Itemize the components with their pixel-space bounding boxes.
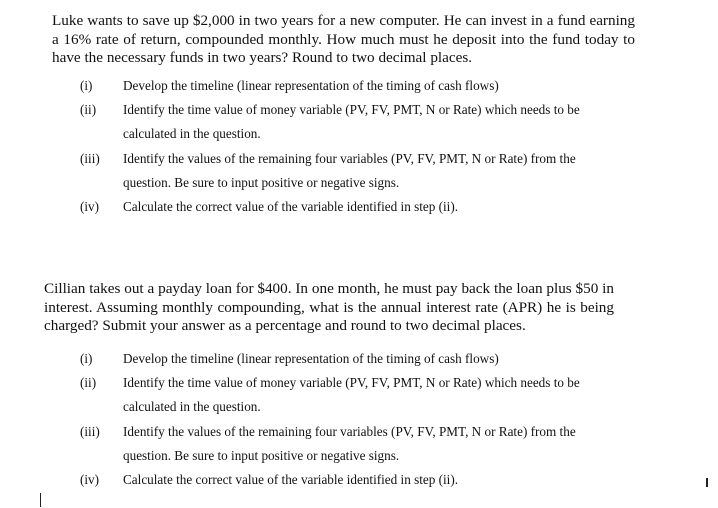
problem-1-steps [80, 74, 600, 219]
problem-2 [44, 280, 614, 336]
step-number: (iv) [80, 472, 100, 488]
step-text: Develop the timeline (linear representation of the timing of cash flows) [123, 78, 499, 93]
step-item [80, 147, 600, 195]
step-item [80, 74, 600, 98]
problem-2-steps [80, 347, 600, 492]
step-number: (ii) [80, 375, 97, 391]
step-item [80, 98, 600, 146]
step-text: Identify the time value of money variable (PV, FV, PMT, N or Rate) which needs to be calculated in the question. [123, 102, 580, 142]
step-text: Calculate the correct value of the variable identified in step (ii). [123, 199, 459, 215]
step-item [80, 420, 600, 468]
step-number: (i) [80, 78, 93, 93]
scroll-mark [706, 478, 708, 487]
step-text: Calculate the correct value of the variable identified in step (ii). [123, 472, 459, 488]
step-item [80, 195, 600, 219]
step-number: (iii) [80, 423, 100, 439]
problem-2-statement: Cillian takes out a payday loan for $400. In one month, he must pay back the loan plus $50 in interest. Assuming monthly compounding, what is the annual interest rate (APR) he is being charged? Submit your answer as a percentage and round to two decimal places. [44, 280, 614, 334]
step-text: Identify the values of the remaining four variables (PV, FV, PMT, N or Rate) from the question. Be sure to input positive or negative signs. [123, 423, 576, 463]
step-number: (ii) [80, 102, 97, 118]
text-cursor-mark [40, 493, 41, 507]
step-number: (iv) [80, 199, 100, 215]
step-item [80, 371, 600, 419]
step-item [80, 347, 600, 371]
step-text: Develop the timeline (linear representation of the timing of cash flows) [123, 351, 499, 366]
problem-1-statement: Luke wants to save up $2,000 in two years for a new computer. He can invest in a fund earning a 16% rate of return, compounded monthly. How much must he deposit into the fund today to have the necessary funds in two years? Round to two decimal places. [52, 12, 635, 66]
problem-1 [52, 12, 635, 68]
step-number: (iii) [80, 150, 100, 166]
step-text: Identify the values of the remaining four variables (PV, FV, PMT, N or Rate) from the question. Be sure to input positive or negative signs. [123, 150, 576, 190]
step-number: (i) [80, 351, 93, 366]
step-text: Identify the time value of money variable (PV, FV, PMT, N or Rate) which needs to be calculated in the question. [123, 375, 580, 415]
step-item [80, 468, 600, 492]
